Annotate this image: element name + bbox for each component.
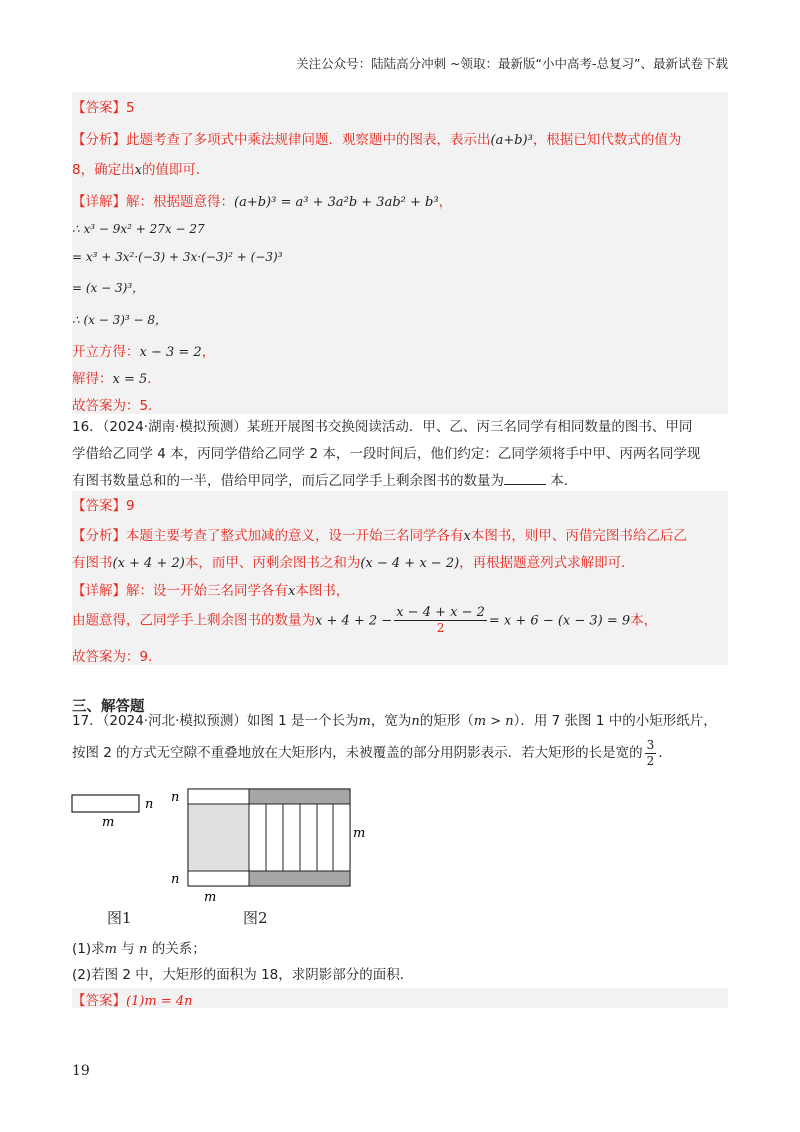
fig2-vertical-strip (266, 804, 283, 871)
answer-blank (504, 472, 546, 485)
fraction-denominator: 2 (436, 621, 445, 635)
question-text: ）．用 7 张图 1 中的小矩形纸片， (513, 713, 717, 729)
question-text: 按图 2 的方式无空隙不重叠地放在大矩形内，未被覆盖的部分用阴影表示．若大矩形的长是宽的 (72, 745, 643, 761)
math-expression: (a+b)³ = a³ + 3a²b + 3ab² + b³ (234, 195, 439, 210)
math-expression: = x + 6 − (x − 3) = 9 (488, 613, 631, 629)
math-variable: n (411, 714, 420, 729)
fig2-top-shade (249, 789, 350, 804)
question-text: 有图书数量总和的一半，借给甲同学，而后乙同学手上剩余图书的数量为 (72, 473, 504, 489)
final-answer: 故答案为：9． (72, 649, 162, 665)
math-step: = x³ + 3x²·(−3) + 3x·(−3)² + (−3)³ (72, 250, 283, 264)
fig1-m-label: m (102, 815, 115, 830)
math-expression: x = 5 (112, 372, 148, 387)
fig2-bottom-shade (249, 871, 350, 886)
detail-text: 解：根据题意得： (126, 194, 234, 210)
math-expression: m > n (473, 714, 514, 729)
step-text: 开立方得： (72, 344, 140, 360)
answer-value: (1)m = 4n (126, 994, 193, 1009)
fig2-n-bottom-label: n (171, 872, 180, 887)
punctuation: ． (658, 745, 672, 761)
analysis-text: 此题考查了多项式中乘法规律问题．观察题中的图表，表示出 (126, 132, 491, 148)
fig2-n-top-label: n (171, 790, 180, 805)
analysis-text: 的值即可． (141, 162, 210, 178)
analysis-text: 本，而甲、丙剩余图书之和为 (184, 555, 361, 571)
answer-block-q17 (72, 988, 728, 1008)
question-text: (1)求 (72, 941, 105, 957)
analysis-text: 本图书，则甲、丙借完图书给乙后乙 (470, 528, 687, 544)
question-16 (72, 414, 732, 495)
answer-block-q15 (72, 92, 728, 414)
question-text: 17．（2024·河北·模拟预测）如图 1 是一个长为 (72, 713, 359, 729)
answer-value: 9 (126, 498, 135, 514)
section-title: 三、解答题 (72, 699, 145, 715)
detail-text: 本图书， (295, 583, 350, 599)
analysis-text: 有图书 (72, 555, 113, 571)
fraction-numerator: 3 (646, 737, 655, 752)
detail-tag: 【详解】 (72, 583, 126, 599)
question-text: 的关系； (151, 941, 206, 957)
detail-text: 本， (630, 612, 658, 629)
fig2-m-bottom-label: m (204, 890, 217, 905)
math-variable: x (463, 529, 471, 544)
fraction-denominator: 2 (646, 753, 655, 768)
fig2-vertical-strip (317, 804, 333, 871)
question-text: 本． (550, 473, 578, 489)
figure-2-label: 图2 (243, 909, 268, 927)
math-expression: x + 4 + 2 − (315, 613, 393, 629)
question-line: 学借给乙同学 4 本，丙同学借给乙同学 2 本，一段时间后，他们约定：乙同学须将手中甲、丙两名同学现 (72, 446, 701, 462)
page-header: 关注公众号：陆陆高分冲刺 ~领取：最新版“小中高考-总复习”、最新试卷下载 (296, 56, 728, 71)
math-expression: (x + 4 + 2) (112, 556, 185, 571)
answer-tag: 【答案】 (72, 100, 126, 116)
question-line (72, 735, 732, 771)
math-step: ∴ x³ − 9x² + 27x − 27 (72, 222, 205, 236)
math-variable: n (139, 942, 148, 957)
question-17 (72, 708, 732, 771)
punctuation: ． (147, 371, 161, 387)
fraction-numerator: x − 4 + x − 2 (396, 605, 485, 620)
fig2-bottom-rect (188, 871, 249, 886)
analysis-text: 8，确定出 (72, 162, 135, 178)
question-text: 的矩形（ (419, 713, 474, 729)
fig2-top-rect (188, 789, 249, 804)
math-step: = (x − 3)³， (72, 281, 145, 295)
math-expression: x − 3 = 2 (139, 345, 202, 360)
question-text: 与 (121, 941, 135, 957)
figure-diagram (60, 780, 400, 910)
final-answer: 故答案为：5． (72, 398, 162, 414)
answer-block-q16 (72, 491, 728, 665)
fig2-vertical-strip (283, 804, 300, 871)
punctuation: ， (201, 344, 216, 360)
question-line: 16．（2024·湖南·模拟预测）某班开展图书交换阅读活动．甲、乙、丙三名同学有相同数量的图书、甲同 (72, 419, 693, 435)
math-variable: m (104, 942, 117, 957)
answer-tag: 【答案】 (72, 993, 126, 1009)
fig2-left-shade (188, 804, 249, 871)
analysis-text: ，再根据题意列式求解即可． (459, 555, 635, 571)
answer-value: 5 (126, 100, 135, 116)
step-text: 解得： (72, 371, 113, 387)
analysis-text: ，根据已知代数式的值为 (532, 132, 682, 148)
math-variable: x (288, 584, 296, 599)
detail-tag: 【详解】 (72, 194, 126, 210)
detail-text: 解：设一开始三名同学各有 (126, 583, 288, 599)
analysis-tag: 【分析】 (72, 132, 126, 148)
fig2-vertical-strip (249, 804, 266, 871)
math-variable: m (358, 714, 371, 729)
sub-question-2: (2)若图 2 中，大矩形的面积为 18，求阴影部分的面积． (72, 967, 414, 983)
fraction (394, 605, 487, 636)
page-number: 19 (72, 1063, 90, 1079)
fig2-vertical-strip (333, 804, 350, 871)
question-text: ，宽为 (370, 713, 412, 729)
fig2-m-right-label: m (353, 826, 366, 841)
fraction (645, 738, 657, 769)
sub-question-1 (72, 937, 206, 957)
question-line (72, 708, 732, 735)
fig2-vertical-strip (300, 804, 317, 871)
answer-tag: 【答案】 (72, 498, 126, 514)
fig1-rectangle (72, 795, 139, 812)
math-expression: (a+b)³ (490, 133, 533, 148)
analysis-text: 本题主要考查了整式加减的意义，设一开始三名同学各有 (126, 528, 464, 544)
figure-1-label: 图1 (107, 909, 132, 927)
math-step: ∴ (x − 3)³ − 8， (72, 313, 168, 327)
analysis-tag: 【分析】 (72, 528, 126, 544)
detail-text: 由题意得，乙同学手上剩余图书的数量为 (72, 612, 315, 629)
punctuation: ， (438, 194, 453, 210)
math-variable: x (134, 163, 142, 178)
fig1-n-label: n (145, 797, 154, 812)
math-expression: (x − 4 + x − 2) (360, 556, 460, 571)
